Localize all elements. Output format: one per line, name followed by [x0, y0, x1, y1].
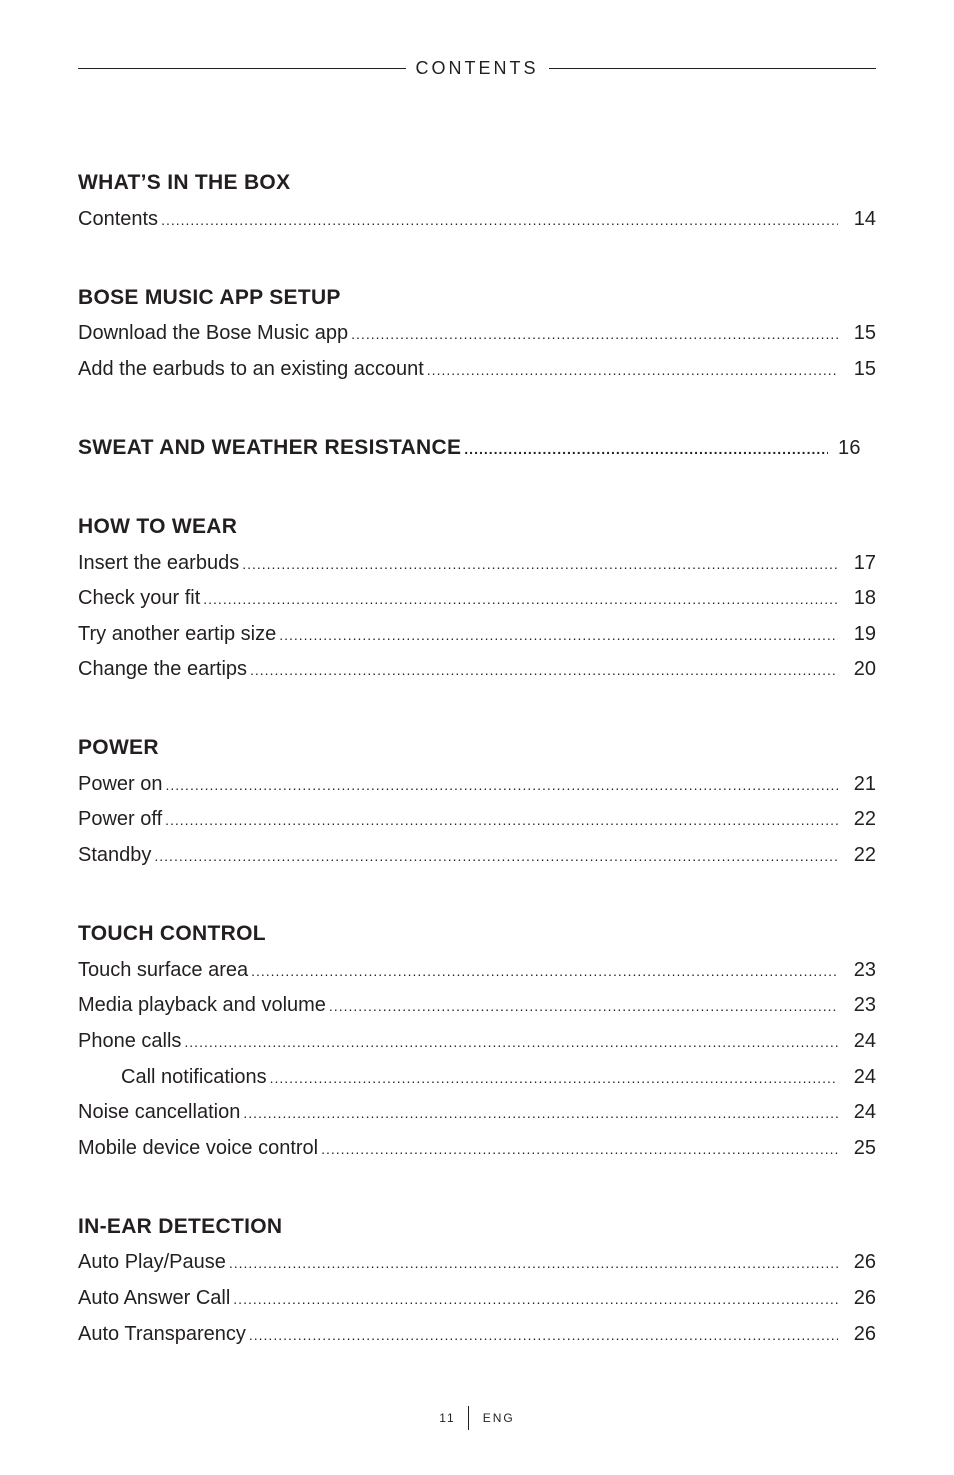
toc-entry-page: 24	[853, 1066, 876, 1088]
section-heading-in-ear-detection: IN-EAR DETECTION	[78, 1215, 283, 1238]
toc-entry-sweat-and-weather-resistance[interactable]	[78, 435, 876, 462]
toc-entry-auto-transparency[interactable]	[78, 1321, 876, 1348]
toc-entry-contents[interactable]	[78, 206, 876, 233]
contents-header	[78, 56, 876, 80]
toc-entry-download-app[interactable]	[78, 320, 876, 347]
toc-entry-label: Auto Transparency	[78, 1323, 246, 1345]
dot-leader	[242, 551, 838, 577]
toc-entry-label: Phone calls	[78, 1030, 182, 1052]
dot-leader	[249, 1322, 838, 1348]
dot-leader	[229, 1250, 838, 1276]
toc-entry-label: Media playback and volume	[78, 994, 326, 1016]
toc-entry-touch-surface-area[interactable]	[78, 957, 876, 984]
toc-entry-eartip-size[interactable]	[78, 621, 876, 648]
section-heading-power: POWER	[78, 736, 159, 759]
toc-entry-label: Check your fit	[78, 587, 201, 609]
dot-leader	[243, 1100, 838, 1126]
page-footer	[0, 1406, 954, 1430]
dot-leader	[427, 357, 838, 383]
toc-entry-power-off[interactable]	[78, 806, 876, 833]
section-heading-sweat-and-weather-resistance: SWEAT AND WEATHER RESISTANCE	[78, 436, 462, 459]
dot-leader	[165, 807, 838, 833]
toc-entry-phone-calls[interactable]	[78, 1028, 876, 1055]
toc-entry-label: Standby	[78, 844, 152, 866]
toc-entry-page: 26	[853, 1287, 876, 1309]
header-rule-left	[78, 68, 406, 69]
toc-entry-page: 24	[853, 1030, 876, 1052]
dot-leader	[166, 772, 839, 798]
toc-entry-label: Call notifications	[121, 1066, 267, 1088]
toc-entry-label: Change the eartips	[78, 658, 248, 680]
toc-entry-voice-control[interactable]	[78, 1135, 876, 1162]
dot-leader	[279, 622, 838, 648]
toc-entry-page: 26	[853, 1323, 876, 1345]
section-heading-whats-in-the-box: WHAT’S IN THE BOX	[78, 171, 291, 194]
toc-entry-add-earbuds[interactable]	[78, 356, 876, 383]
header-rule-right	[549, 68, 877, 69]
toc-entry-label: Power on	[78, 773, 163, 795]
toc-entry-page: 15	[853, 358, 876, 380]
toc-entry-page: 23	[853, 994, 876, 1016]
toc-entry-label: Add the earbuds to an existing account	[78, 358, 424, 380]
toc-entry-page: 14	[853, 208, 876, 230]
toc-entry-page: 19	[853, 623, 876, 645]
toc-entry-label: Contents	[78, 208, 159, 230]
toc-entry-label: Insert the earbuds	[78, 552, 240, 574]
toc-entry-page: 22	[853, 808, 876, 830]
footer-divider	[468, 1406, 469, 1430]
toc-entry-label: Auto Answer Call	[78, 1287, 231, 1309]
dot-leader	[251, 958, 838, 984]
toc-entry-label: Auto Play/Pause	[78, 1251, 226, 1273]
page-number: 11	[439, 1411, 456, 1425]
toc-entry-power-on[interactable]	[78, 771, 876, 798]
toc-entry-insert-earbuds[interactable]	[78, 550, 876, 577]
toc-entry-page: 15	[853, 322, 876, 344]
section-heading-how-to-wear: HOW TO WEAR	[78, 515, 238, 538]
language-code: ENG	[482, 1411, 515, 1425]
toc-entry-label: Mobile device voice control	[78, 1137, 319, 1159]
toc-entry-page: 24	[853, 1101, 876, 1123]
toc-entry-auto-answer-call[interactable]	[78, 1285, 876, 1312]
dot-leader	[203, 586, 838, 612]
page-title: CONTENTS	[415, 57, 539, 78]
toc-entry-label: Download the Bose Music app	[78, 322, 349, 344]
toc-entry-media-playback[interactable]	[78, 992, 876, 1019]
toc-entry-page: 21	[853, 773, 876, 795]
dot-leader	[270, 1065, 838, 1091]
toc-entry-label: Power off	[78, 808, 163, 830]
toc-entry-page: 26	[853, 1251, 876, 1273]
toc-entry-call-notifications[interactable]	[121, 1064, 876, 1091]
dot-leader	[329, 993, 838, 1019]
toc-entry-page: 23	[853, 959, 876, 981]
toc-entry-page: 17	[853, 552, 876, 574]
toc-entry-label: Touch surface area	[78, 959, 249, 981]
toc-entry-check-fit[interactable]	[78, 585, 876, 612]
toc-entry-label: Noise cancellation	[78, 1101, 241, 1123]
dot-leader	[154, 843, 838, 869]
dot-leader	[161, 207, 838, 233]
toc-entry-label: Try another eartip size	[78, 623, 277, 645]
toc-entry-page: 18	[853, 587, 876, 609]
section-heading-bose-music-app-setup: BOSE MUSIC APP SETUP	[78, 286, 341, 309]
toc-entry-noise-cancellation[interactable]	[78, 1099, 876, 1126]
dot-leader	[351, 321, 838, 347]
toc-entry-page: 22	[853, 844, 876, 866]
dot-leader	[464, 436, 828, 462]
section-heading-touch-control: TOUCH CONTROL	[78, 922, 266, 945]
toc-entry-standby[interactable]	[78, 842, 876, 869]
dot-leader	[321, 1136, 838, 1162]
toc-entry-page: 16	[838, 437, 861, 459]
toc-entry-auto-play-pause[interactable]	[78, 1249, 876, 1276]
toc-entry-page: 20	[853, 658, 876, 680]
dot-leader	[184, 1029, 838, 1055]
toc-entry-page: 25	[853, 1137, 876, 1159]
dot-leader	[233, 1286, 838, 1312]
toc-entry-change-eartips[interactable]	[78, 656, 876, 683]
dot-leader	[250, 657, 838, 683]
